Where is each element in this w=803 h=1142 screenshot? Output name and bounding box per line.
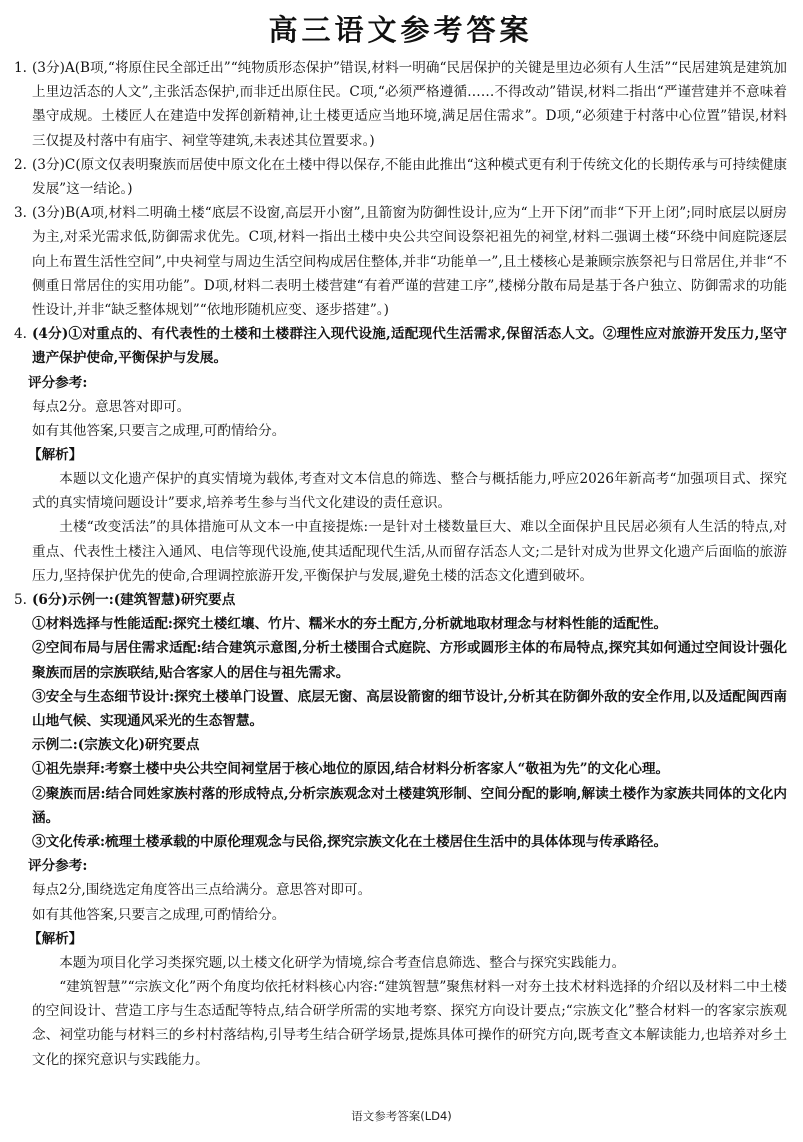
page-footer: 语文参考答案(LD4) <box>351 1109 452 1123</box>
question-1-answer: (3分)A(B项,“将原住民全部迁出”“纯物质形态保护”错误,材料一明确“民居保护的关键是里边必须有人生活”“民居建筑是建筑加上里边活态的人文”,主张活态保护,而非迁出原住民。C项,“必须严格遵循……不得改动”错误,材料二指出“严谨营建并不意味着墨守成规。土楼匠人在建造中发挥创新精神,让土楼更适应当地环境,满足居住需求”。D项,“必须建于村落中心位置”错误,材料三仅提及村落中有庙宇、祠堂等建筑,未表述其位置要求。) <box>32 60 787 149</box>
question-4-analysis-paragraph: 土楼“改变活法”的具体措施可从文本一中直接提炼:一是针对土楼数量巨大、难以全面保护且民居必须有人生活的特点,对重点、代表性土楼注入通风、电信等现代设施,使其适配现代生活,从而留存活态人文;二是针对成为世界文化遗产后面临的旅游压力,坚持保护优先的使命,合理调控旅游开发,平衡保护与发展,避免土楼的活态文化遭到破坏。 <box>32 519 787 584</box>
question-5-example-2-point: ①祖先崇拜:考察土楼中央公共空间祠堂居于核心地位的原因,结合材料分析客家人“敬祖为先”的文化心理。 <box>32 761 670 778</box>
question-3 <box>14 201 787 322</box>
question-3-number: 3. <box>14 205 27 222</box>
question-5-analysis-heading: 【解析】 <box>28 930 83 947</box>
question-2-answer: (3分)C(原文仅表明聚族而居使中原文化在土楼中得以保存,不能由此推出“这种模式更有利于传统文化的长期传承与可持续健康发展”这一结论。) <box>32 156 787 198</box>
question-5-example-2-point: ②聚族而居:结合同姓家族村落的形成特点,分析宗族观念对土楼建筑形制、空间分配的影响,解读土楼作为家族共同体的文化内涵。 <box>32 785 787 826</box>
question-5-example-2-heading: 示例二:(宗族文化)研究要点 <box>32 737 200 754</box>
question-5-score-line: 如有其他答案,只要言之成理,可酌情给分。 <box>32 906 286 923</box>
question-1-number: 1. <box>14 60 27 76</box>
question-4-answer: (4分)①对重点的、有代表性的土楼和土楼群注入现代设施,适配现代生活需求,保留活态人文。②理性应对旅游开发压力,坚守遗产保护使命,平衡保护与发展。 <box>32 326 787 367</box>
question-4 <box>14 322 787 370</box>
question-5-example-1-point: ③安全与生态细节设计:探究土楼单门设置、底层无窗、高层设箭窗的细节设计,分析其在防御外敌的安全作用,以及适配闽西南山地气候、实现通风采光的生态智慧。 <box>32 688 787 730</box>
page-title: 高三语文参考答案 <box>268 13 533 47</box>
question-4-score-line: 如有其他答案,只要言之成理,可酌情给分。 <box>32 422 286 439</box>
question-5-analysis-paragraph: “建筑智慧”“宗族文化”两个角度均依托材料核心内容:“建筑智慧”聚焦材料一对夯土技术材料选择的介绍以及材料二中土楼的空间设计、营造工序与生态适配等特点,结合研学所需的实地考察、探究方向设计要点;“宗族文化”整合材料一的客家宗族观念、祠堂功能与材料三的乡村村落结构,引导考生结合研学场景,提炼具体可操作的研究方向,既考查文本解读能力,也培养对乡土文化的探究意识与实践能力。 <box>32 978 787 1068</box>
question-4-score-heading: 评分参考: <box>28 374 88 391</box>
question-5-example-2-point: ③文化传承:梳理土楼承载的中原伦理观念与民俗,探究宗族文化在土楼居住生活中的具体体现与传承路径。 <box>32 834 668 851</box>
question-1 <box>14 56 787 153</box>
question-4-analysis-paragraph: 本题以文化遗产保护的真实情境为载体,考查对文本信息的筛选、整合与概括能力,呼应2026年新高考“加强项目式、探究式的真实情境问题设计”要求,培养考生参与当代文化建设的责任意识。 <box>32 471 787 512</box>
question-5-intro: (6分)示例一:(建筑智慧)研究要点 <box>32 592 236 609</box>
question-5-number: 5. <box>14 592 27 609</box>
question-5-score-line: 每点2分,围绕选定角度答出三点给满分。意思答对即可。 <box>32 882 372 899</box>
question-2 <box>14 153 787 201</box>
question-5-example-1-point: ①材料选择与性能适配:探究土楼红壤、竹片、糯米水的夯土配方,分析就地取材理念与材料性能的适配性。 <box>32 616 668 633</box>
question-5-score-heading: 评分参考: <box>28 858 88 875</box>
question-2-number: 2. <box>14 156 27 173</box>
question-3-answer: (3分)B(A项,材料二明确土楼“底层不设窗,高层开小窗”,且箭窗为防御性设计,应为“上开下闭”而非“下开上闭”;同时底层以厨房为主,对采光需求低,防御需求优先。C项,材料一指出土楼中央公共空间设祭祀祖先的祠堂,材料二强调土楼“环绕中间庭院逐层向上布置生活性空间”,中央祠堂与周边生活空间构成居住整体,并非“功能单一”,且土楼核心是兼顾宗族祭祀与日常居住,并非“不侧重日常居住的实用功能”。D项,材料二表明土楼营建“有着严谨的营建工序”,楼梯分散布局是基于各户独立、防御需求的功能性设计,并非“缺乏整体规划”“依地形随机应变、逐步搭建”。) <box>32 205 787 319</box>
question-4-analysis-heading: 【解析】 <box>28 447 83 464</box>
question-5-example-1-point: ②空间布局与居住需求适配:结合建筑示意图,分析土楼围合式庭院、方形或圆形主体的布局特点,探究其如何通过空间设计强化聚族而居的宗族联结,贴合客家人的居住与祖先需求。 <box>32 640 787 681</box>
question-5-analysis-paragraph: 本题为项目化学习类探究题,以土楼文化研学为情境,综合考查信息筛选、整合与探究实践能力。 <box>59 954 626 971</box>
question-5 <box>14 588 787 612</box>
question-4-number: 4. <box>14 326 27 343</box>
question-4-score-line: 每点2分。意思答对即可。 <box>32 398 191 415</box>
